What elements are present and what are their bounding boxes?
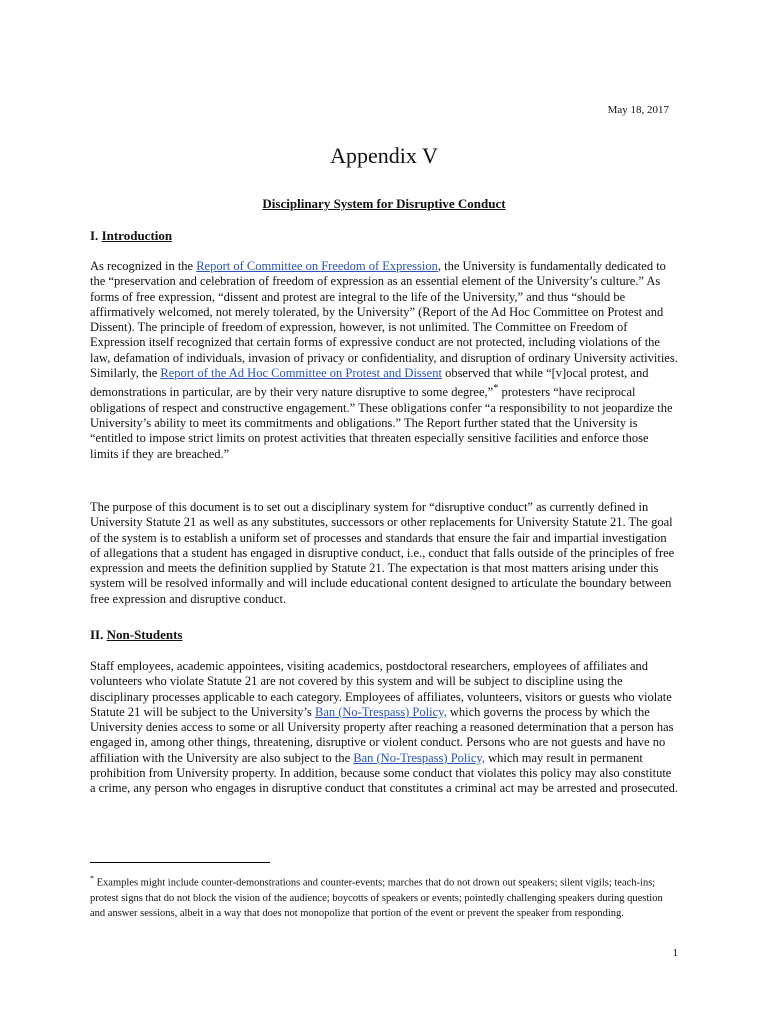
footnote-divider — [90, 862, 270, 863]
section-heading-non-students — [90, 627, 182, 643]
link-ban-policy[interactable]: Ban (No-Trespass) Policy, — [314, 704, 447, 719]
text-run: which governs the process by which the University denies access to some or all University property after reaching a reasoned determination that a person has engaged in, among other things, threatening, disruptive or violent conduct. Persons who are not guests and have no affiliation with the University are also subject to the — [90, 704, 674, 765]
document-subtitle: Disciplinary System for Disruptive Conduct — [262, 196, 506, 211]
paragraph-text: The purpose of this document is to set out a disciplinary system for “disruptive conduct” as currently defined in University Statute 21 as well as any substitutes, successors or other replacements for University Statute 21. The goal of the system is to establish a uniform set of processes and standards that ensure the fair and impartial investigation of allegations that a student has engaged in disruptive conduct, i.e., conduct that falls outside of the principles of free expression and meets the definition supplied by Statute 21. The expectation is that most matters arising under this system will be resolved informally and will include educational content designed to articulate the boundary between free expression and disruptive conduct. — [90, 500, 675, 606]
section-title: Non-Students — [106, 627, 183, 642]
page-number: 1 — [672, 947, 678, 959]
text-run: , the University is fundamentally dedicated to the “preservation and celebration of freedom of expression as an essential element of the University’s culture.” As forms of free expression, “dissent and protest are integral to the life of the University,” and thus “should be affirmatively welcomed, not merely tolerated, by the University” (Report of the Ad Hoc Committee on Protest and Dissent). The principle of freedom of expression, however, is not unlimited. The Committee on Freedom of Expression itself recognized that certain forms of expressive conduct are not protected, including violations of the law, defamation of individuals, invasion of privacy or confidentiality, and disruption of ordinary University activities. Similarly, the — [90, 259, 678, 381]
section-title: Introduction — [101, 228, 173, 243]
section-number: II. — [90, 627, 104, 642]
introduction-paragraph-2 — [90, 500, 680, 607]
footnote — [90, 871, 680, 921]
link-ban-policy-2[interactable]: Ban (No-Trespass) Policy, — [353, 750, 485, 765]
document-date: May 18, 2017 — [607, 104, 669, 116]
introduction-paragraph-1 — [90, 259, 680, 462]
link-report-protest-and-dissent[interactable]: Report of the Ad Hoc Committee on Protest and Dissent — [160, 366, 442, 381]
footnote-mark: * — [90, 874, 94, 883]
text-run: observed that while “[v]ocal protest, and demonstrations in particular, are by their very nature disruptive to some degree,” — [90, 366, 649, 400]
text-run: which may result in permanent prohibition from University property. In addition, because some conduct that violates this policy may also constitute a crime, any person who engages in disruptive conduct that constitutes a criminal act may be arrested and prosecuted. — [90, 750, 678, 796]
footnote-text: Examples might include counter-demonstrations and counter-events; marches that do not drown out speakers; silent vigils; teach-ins; protest signs that do not block the vision of the audience; boycotts of speakers or events; pointedly challenging speakers during question and answer sessions, albeit in a way that does not monopolize that portion of the event or prevent the speaker from responding. — [90, 877, 663, 919]
footnote-marker: * — [493, 383, 499, 395]
section-heading-introduction — [90, 228, 172, 244]
text-run: protesters “have reciprocal obligations of respect and constructive engagement.” These obligations confer “a responsibility to not jeopardize the University’s ability to meet its commitments and obligations.” The Report further stated that the University is “entitled to impose strict limits on protest activities that threaten especially sensitive facilities and enforce those limits if they are breached.” — [90, 385, 673, 461]
text-run: Staff employees, academic appointees, visiting academics, postdoctoral researchers, employees of affiliates and volunteers who violate Statute 21 are not covered by this system and will be subject to discipline using the disciplinary processes applicable to each category. Employees of affiliates, volunteers, visitors or guests who violate Statute 21 will be subject to the University’s — [90, 659, 672, 719]
page-title: Appendix V — [330, 143, 438, 168]
non-students-paragraph — [90, 659, 680, 797]
text-run: As recognized in the — [90, 259, 197, 273]
section-number: I. — [90, 228, 99, 243]
link-report-freedom-of-expression[interactable]: Report of Committee on Freedom of Expression — [196, 259, 438, 273]
